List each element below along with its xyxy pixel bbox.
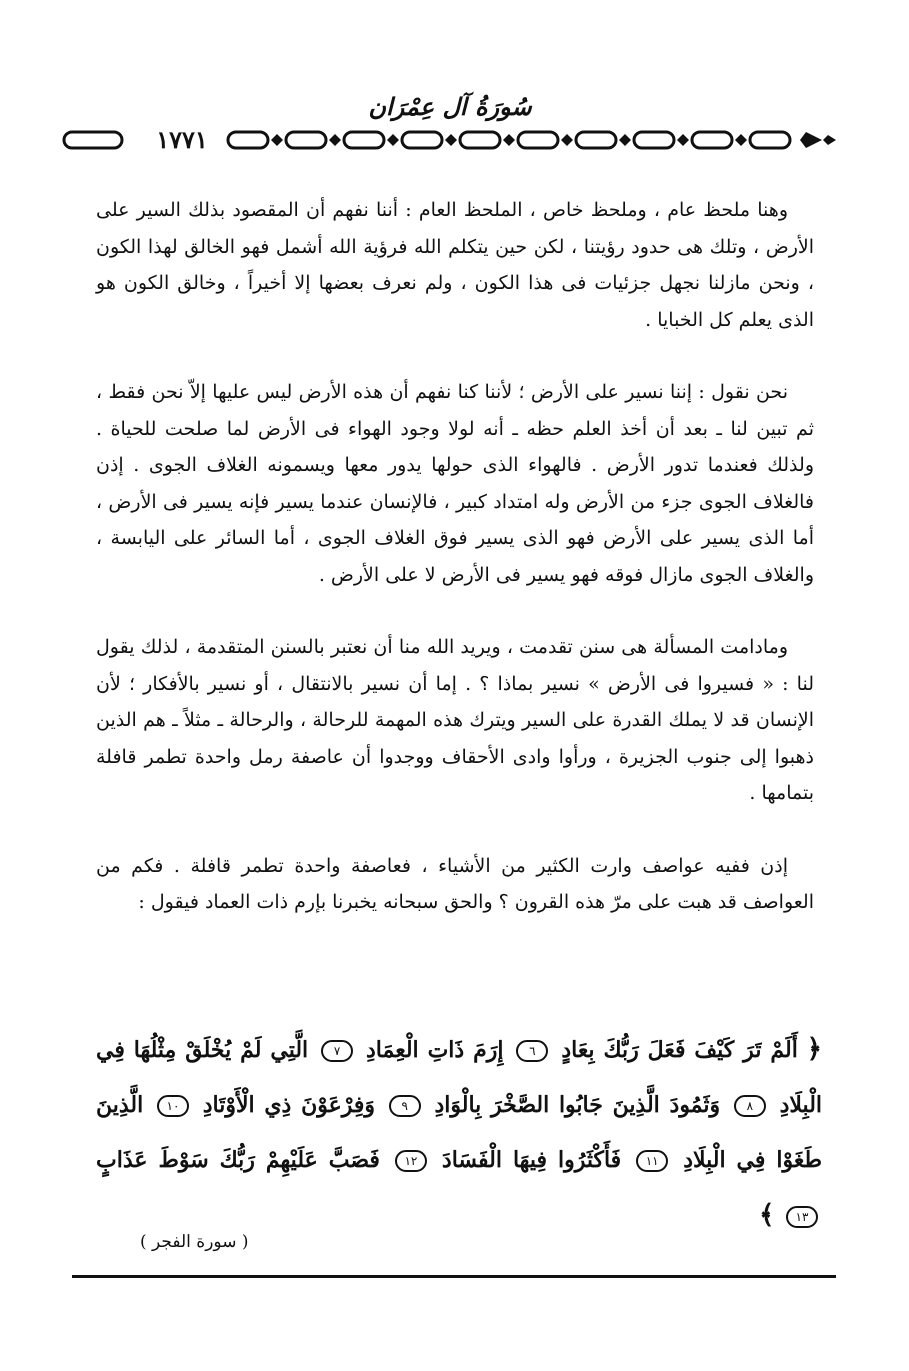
page-header xyxy=(60,84,840,164)
paragraph-3: ومادامت المسألة هى سنن تقدمت ، ويريد الله منا أن نعتبر بالسنن المتقدمة ، لذلك يقول لنا : « فسيروا فى الأرض » نسير بماذا ؟ . إما أن نسير بالانتقال ، أو نسير بالأفكار ؛ لأن الإنسان قد لا يملك القدرة على السير ويترك هذه المهمة للرحالة ، والرحالة ـ مثلاً ـ هم الذين ذهبوا إلى جنوب الجزيرة ، ورأوا وادى الأحقاف ووجدوا أن عاصفة رمل واحدة تطمر قافلة بتمامها . xyxy=(96,636,814,804)
paragraph-4: إذن ففيه عواصف وارت الكثير من الأشياء ، فعاصفة واحدة تطمر قافلة . فكم من العواصف قد هبت على مرّ هذه القرون ؟ والحق سبحانه يخبرنا بإرم ذات العماد فيقول : xyxy=(96,854,814,913)
verse-number-marker: ١٣ xyxy=(786,1206,818,1228)
verse-text: وَثَمُودَ الَّذِينَ جَابُوا الصَّخْرَ بِالْوَادِ xyxy=(434,1092,721,1118)
verse-number-marker: ١٠ xyxy=(157,1095,189,1117)
verse-number-marker: ٦ xyxy=(516,1040,548,1062)
verse-number-marker: ٧ xyxy=(321,1040,353,1062)
bottom-divider xyxy=(72,1275,836,1278)
verse-number-marker: ٩ xyxy=(389,1095,421,1117)
paragraph-1: وهنا ملحظ عام ، وملحظ خاص ، الملحظ العام : أننا نفهم أن المقصود بذلك السير على الأرض ، وتلك هى حدود رؤيتنا ، لكن حين يتكلم الله فرؤية الله أشمل فهو الخالق لهذا الكون ، ونحن مازلنا نجهل جزئيات فى هذا الكون ، ولم نعرف بعضها إلا أخيراً ، وخالق الكون هو الذى يعلم كل الخبايا . xyxy=(96,199,814,331)
verse-text: الَّذِينَ طَغَوْا فِي الْبِلَادِ xyxy=(96,1092,822,1173)
verse-text: فَصَبَّ عَلَيْهِمْ رَبُّكَ سَوْطَ عَذَابٍ xyxy=(96,1147,380,1173)
verse-text: إِرَمَ ذَاتِ الْعِمَادِ xyxy=(366,1037,504,1063)
verse-number-marker: ٨ xyxy=(734,1095,766,1117)
quran-close-bracket: ﴾ xyxy=(759,1200,775,1230)
page-number: ١٧٧١ xyxy=(142,126,222,154)
paragraph-2: نحن نقول : إننا نسير على الأرض ؛ لأننا كنا نفهم أن هذه الأرض ليس عليها إلاّ نحن فقط ، ثم تبين لنا ـ بعد أن أخذ العلم حظه ـ أنه لولا وجود الهواء فى الأرض لما صلحت للحياة . ولذلك فعندما تدور الأرض . فالهواء الذى حولها يدور معها ويسمونه الغلاف الجوى . إذن فالغلاف الجوى جزء من الأرض وله امتداد كبير ، فالإنسان عندما يسير فإنه يسير فى الأرض ، أما الذى يسير على الأرض فهو الذى يسير فوق الغلاف الجوى ، أما السائر على اليابسة ، والغلاف الجوى مازال فوقه فهو يسير فى الأرض لا على الأرض . xyxy=(96,381,814,586)
quran-open-bracket: ﴿ xyxy=(806,1034,822,1064)
commentary-text xyxy=(96,192,814,921)
verse-text: أَلَمْ تَرَ كَيْفَ فَعَلَ رَبُّكَ بِعَادٍ xyxy=(561,1037,798,1063)
verse-text: وَفِرْعَوْنَ ذِي الْأَوْتَادِ xyxy=(202,1092,375,1118)
verse-text: فَأَكْثَرُوا فِيهَا الْفَسَادَ xyxy=(441,1147,622,1173)
ornament-border xyxy=(60,126,840,154)
verse-number-marker: ١٢ xyxy=(395,1150,427,1172)
verse-text: الَّتِي لَمْ يُخْلَقْ مِثْلُهَا فِي الْبِلَادِ xyxy=(96,1037,823,1118)
surah-citation: ( سورة الفجر ) xyxy=(140,1232,249,1252)
quran-verses xyxy=(96,1022,822,1244)
surah-title: سُورَةُ آل عِمْرَان xyxy=(368,92,532,121)
verse-number-marker: ١١ xyxy=(636,1150,668,1172)
